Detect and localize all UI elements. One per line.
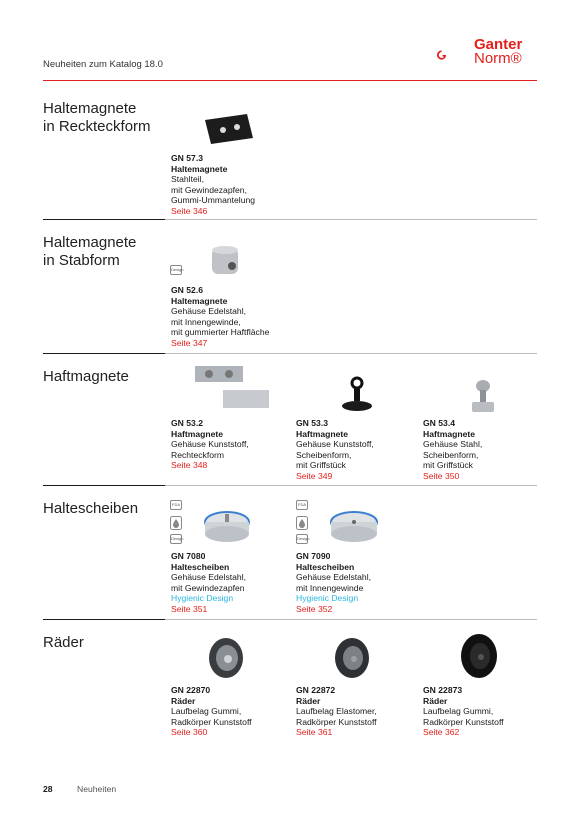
hygienic-drop-icon (296, 516, 308, 530)
section-rule (43, 353, 165, 354)
product-code: GN 7090 (296, 551, 331, 561)
product-code: GN 52.6 (171, 285, 204, 295)
hygienic-drop-icon (170, 516, 182, 530)
header-rule (43, 80, 537, 81)
product-page-link[interactable]: Seite 351 (171, 603, 208, 614)
hygienic-design-label: Hygienic Design (171, 593, 234, 603)
product-code: GN 53.3 (296, 418, 329, 428)
product-page-link[interactable]: Seite 352 (296, 603, 333, 614)
ganter-logo-icon (436, 38, 472, 72)
hygienic-design-label: Hygienic Design (296, 593, 359, 603)
fda-badge-icon: FDA (296, 500, 308, 510)
product-name: Haltescheiben (296, 561, 355, 572)
logo-line2: Norm® (474, 50, 522, 67)
section-haltescheiben (43, 500, 537, 620)
product-desc: Stahlteil, mit Gewindezapfen, Gummi-Ummantelung (171, 174, 256, 205)
product-code: GN 22873 (423, 685, 463, 695)
product-code: GN 53.2 (171, 418, 204, 428)
ganter-logo-text (474, 38, 522, 66)
product-code: GN 53.4 (423, 418, 456, 428)
product-name: Haftmagnete (171, 428, 224, 439)
design-badge-icon: Design (296, 534, 308, 544)
fda-badge-icon: FDA (170, 500, 182, 510)
product-page-link[interactable]: Seite 347 (171, 337, 208, 348)
product-code: GN 7080 (171, 551, 206, 561)
product-code: GN 22870 (171, 685, 211, 695)
design-badge-icon: Design (170, 534, 182, 544)
section-haltemagnete-stab (43, 234, 537, 354)
product-image-gn7090 (329, 508, 379, 546)
section-title: Haltemagnete in Stabform (43, 234, 137, 269)
section-rule-gray (165, 619, 537, 620)
product-image-gn52-6 (206, 240, 246, 280)
section-raeder (43, 634, 537, 744)
section-rule-gray (165, 485, 537, 486)
product-image-gn53-3 (339, 376, 375, 416)
product-image-gn22870 (205, 636, 247, 680)
product-name: Räder (171, 695, 196, 706)
product-name: Räder (423, 695, 448, 706)
product-desc: Gehäuse Edelstahl, mit Gewindezapfen (171, 572, 247, 593)
product-gn7090[interactable] (296, 551, 416, 614)
footer-label: Neuheiten (77, 784, 117, 794)
product-desc: Gehäuse Stahl, Scheibenform, mit Griffstück (423, 439, 483, 470)
section-title: Haltescheiben (43, 500, 139, 517)
product-gn53-3[interactable] (296, 418, 416, 481)
product-desc: Gehäuse Edelstahl, mit Innengewinde (296, 572, 372, 593)
product-page-link[interactable]: Seite 360 (171, 727, 208, 737)
product-name: Haltemagnete (171, 295, 228, 306)
product-gn22872[interactable] (296, 685, 416, 738)
product-name: Haftmagnete (423, 428, 476, 439)
catalog-header: Neuheiten zum Katalog 18.0 (43, 59, 163, 70)
product-image-gn57-3 (203, 112, 255, 146)
section-rule (43, 619, 165, 620)
product-desc: Laufbelag Gummi, Radkörper Kunststoff (171, 706, 252, 727)
section-haftmagnete (43, 368, 537, 488)
product-name: Haftmagnete (296, 428, 349, 439)
product-gn7080[interactable] (171, 551, 291, 614)
product-code: GN 22872 (296, 685, 336, 695)
product-gn53-2[interactable] (171, 418, 291, 471)
page-number: 28 (43, 784, 53, 794)
product-gn53-4[interactable] (423, 418, 543, 481)
section-rule (43, 485, 165, 486)
product-image-gn7080 (203, 508, 251, 546)
product-name: Haltescheiben (171, 561, 230, 572)
product-gn57-3[interactable] (171, 153, 291, 216)
section-title: Haftmagnete (43, 368, 129, 385)
section-rule-gray (165, 219, 537, 220)
section-rule-gray (165, 353, 537, 354)
product-code: GN 57.3 (171, 153, 204, 163)
section-title: Haltemagnete in Reckteckform (43, 100, 151, 135)
product-image-gn53-2 (191, 364, 275, 412)
section-rule (43, 219, 165, 220)
design-badge-icon: Design (170, 265, 182, 275)
product-image-gn22873 (457, 632, 501, 680)
logo-line1: Ganter (474, 36, 523, 53)
product-desc: Gehäuse Kunststoff, Rechteckform (171, 439, 249, 460)
product-image-gn22872 (331, 636, 373, 680)
product-page-link[interactable]: Seite 361 (296, 727, 333, 737)
product-desc: Laufbelag Elastomer, Radkörper Kunststoff (296, 706, 377, 727)
product-gn52-6[interactable] (171, 285, 291, 348)
product-image-gn53-4 (468, 378, 498, 416)
section-title: Räder (43, 634, 84, 651)
product-name: Haltemagnete (171, 163, 228, 174)
section-haltemagnete-rechteck (43, 100, 537, 220)
product-gn22870[interactable] (171, 685, 291, 738)
product-page-link[interactable]: Seite 350 (423, 470, 460, 481)
product-page-link[interactable]: Seite 349 (296, 470, 333, 481)
product-name: Räder (296, 695, 321, 706)
product-page-link[interactable]: Seite 348 (171, 460, 208, 470)
product-desc: Gehäuse Edelstahl, mit Innengewinde, mit gummierter Haftfläche (171, 306, 270, 337)
product-page-link[interactable]: Seite 362 (423, 727, 460, 737)
product-desc: Gehäuse Kunststoff, Scheibenform, mit Griffstück (296, 439, 374, 470)
product-page-link[interactable]: Seite 346 (171, 205, 208, 216)
product-gn22873[interactable] (423, 685, 543, 738)
product-desc: Laufbelag Gummi, Radkörper Kunststoff (423, 706, 504, 727)
